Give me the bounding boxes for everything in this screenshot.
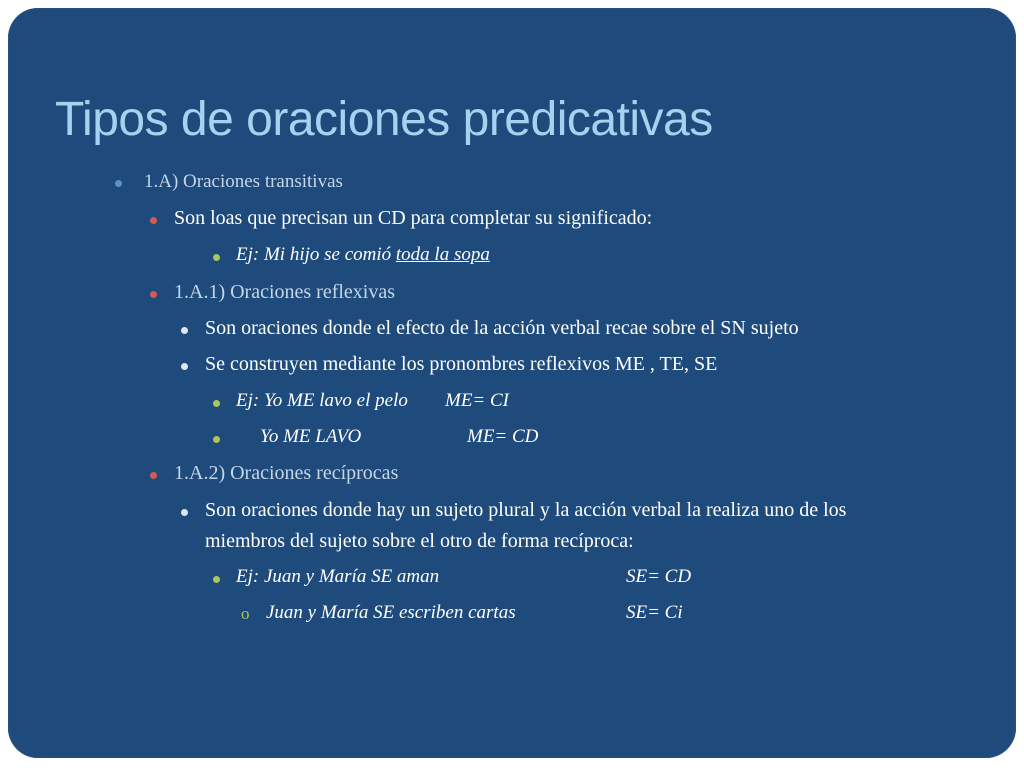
bullet-dot-icon [150,291,157,298]
example-function: ME= CI [445,390,510,411]
list-item-transitive-example [236,244,490,266]
slide-body [8,8,1016,758]
hollow-circle-bullet-icon: o [241,604,250,623]
bullet-dot-icon [150,472,157,479]
bullet-dot-icon [213,254,220,261]
list-item-reflexive-definition: Son oraciones donde el efecto de la acción verbal recae sobre el SN sujeto [205,317,799,339]
list-item-reciprocal-example-1: Ej: Juan y María SE aman [236,566,440,587]
bullet-dot-icon [150,217,157,224]
example-function: SE= CD [626,566,692,587]
slide [8,8,1016,758]
example-function: SE= Ci [626,602,683,623]
example-underlined-text: toda la sopa [395,244,490,265]
bullet-dot-icon [181,363,188,370]
list-item-reflexive-pronouns: Se construyen mediante los pronombres reflexivos ME , TE, SE [205,353,718,375]
bullet-dot-icon [181,509,188,516]
bullet-dot-icon [213,436,220,443]
list-item-reciprocal-example-2: Juan y María SE escriben cartas [266,602,516,623]
list-item-transitive-heading: 1.A) Oraciones transitivas [144,171,343,192]
bullet-dot-icon [213,576,220,583]
list-item-transitive-definition: Son loas que precisan un CD para completar su significado: [174,207,653,229]
example-sentence: Ej: Yo ME lavo el pelo [236,390,408,411]
list-item-reflexive-heading: 1.A.1) Oraciones reflexivas [174,281,396,303]
list-item-reflexive-example-1 [236,390,408,412]
list-item-reciprocal-definition-line2: miembros del sujeto sobre el otro de forma recíproca: [205,530,634,552]
bullet-dot-icon [115,180,122,187]
bullet-dot-icon [181,327,188,334]
slide-title: Tipos de oraciones predicativas [55,93,713,146]
list-item-reciprocal-heading: 1.A.2) Oraciones recíprocas [174,462,399,484]
bullet-dot-icon [213,400,220,407]
list-item-reflexive-example-2: Yo ME LAVO [260,426,362,447]
list-item-reciprocal-definition-line1: Son oraciones donde hay un sujeto plural y la acción verbal la realiza uno de los [205,499,847,521]
example-function: ME= CD [467,426,539,447]
example-text: Ej: Mi hijo se comió [236,244,396,265]
